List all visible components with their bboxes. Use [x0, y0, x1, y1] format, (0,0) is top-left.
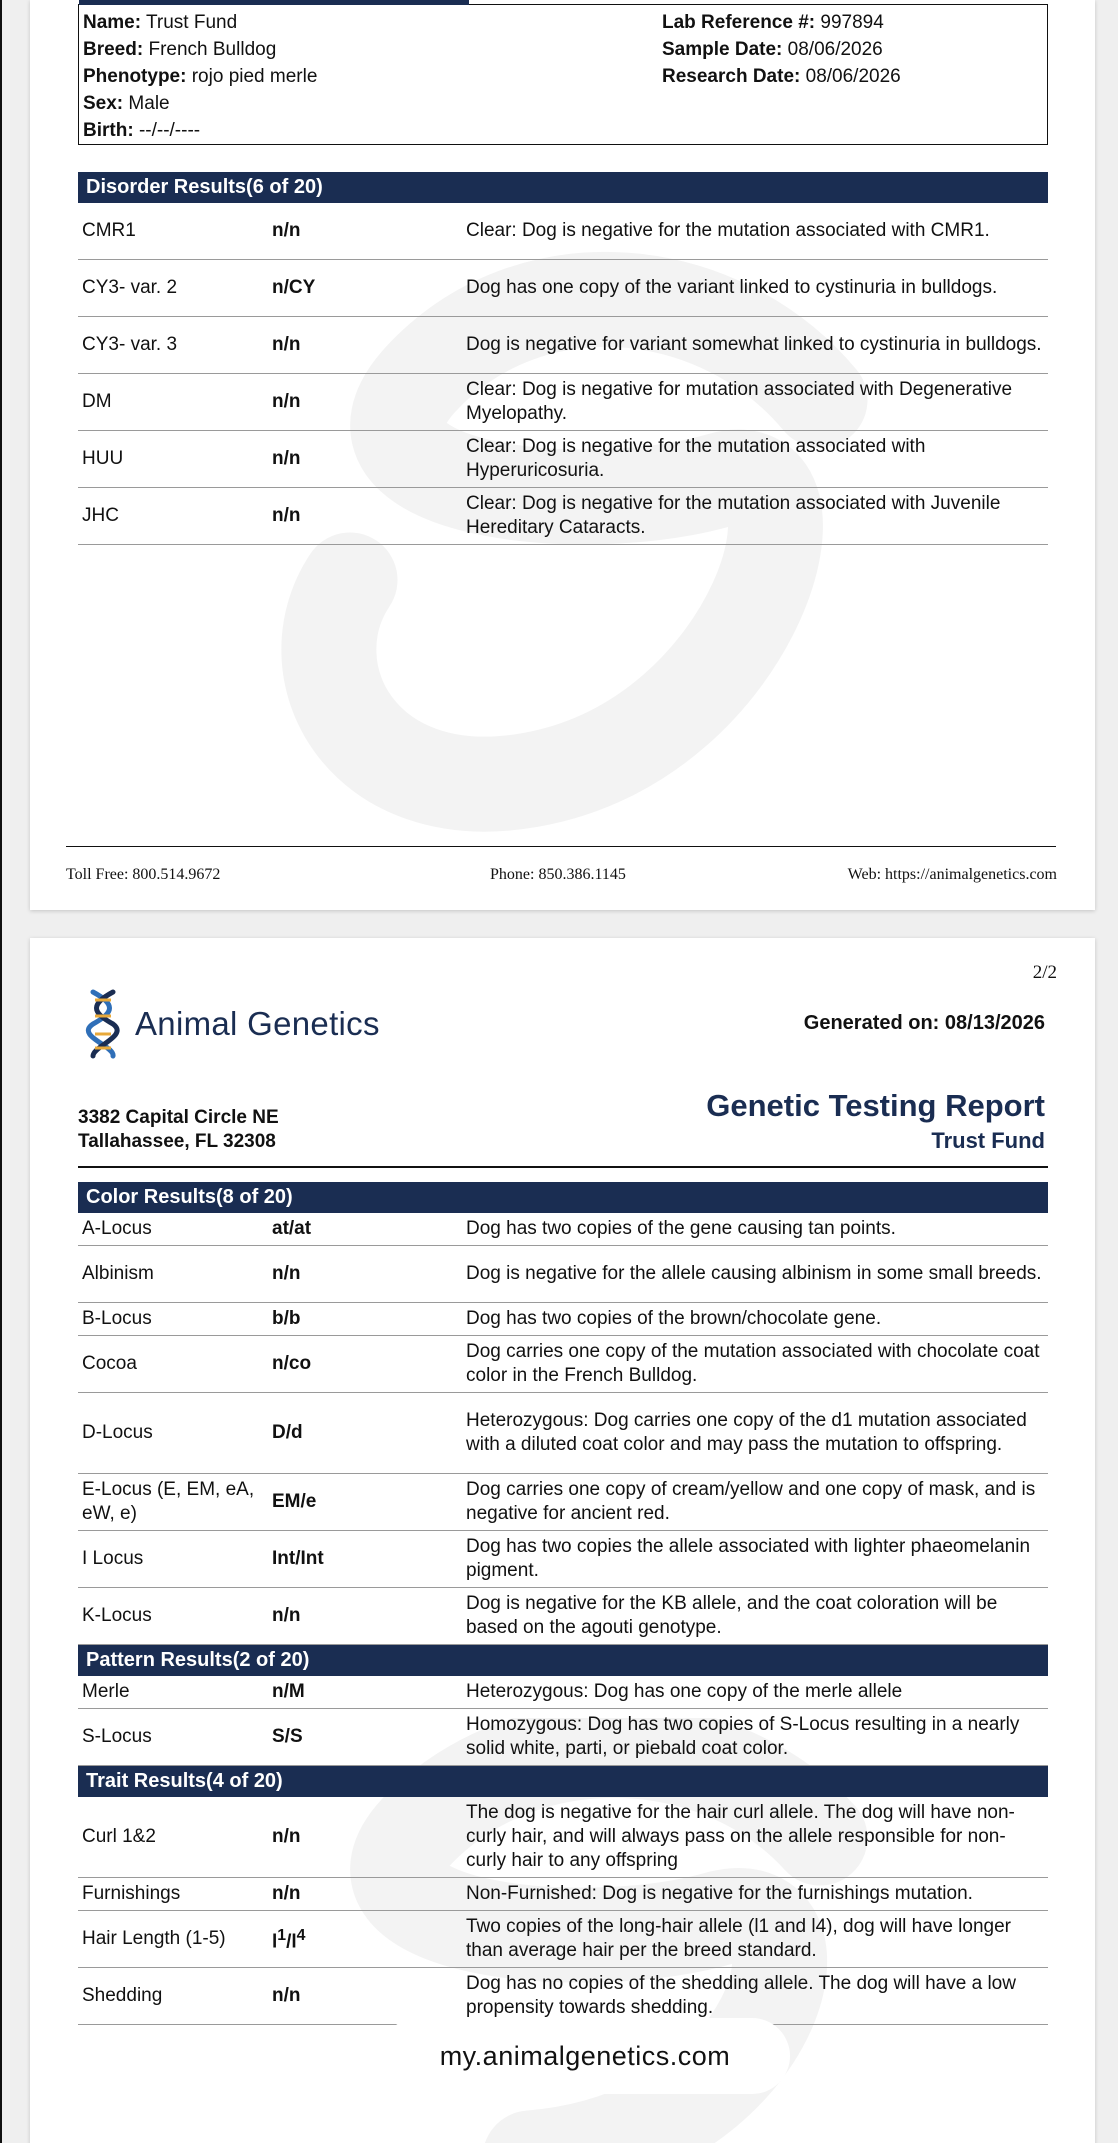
genotype: S/S — [272, 1726, 303, 1747]
allele-sep: / — [286, 1931, 292, 1953]
footer-web: Web: https://animalgenetics.com — [847, 866, 1057, 883]
info-box-header-bar — [79, 0, 469, 5]
allele-1: l — [272, 1931, 278, 1953]
brand-logo — [85, 988, 380, 1060]
color-result-row — [78, 1303, 1048, 1336]
disorder-results-table — [78, 172, 1048, 545]
genotype: n/n — [272, 1883, 301, 1904]
dog-info-box — [78, 4, 1048, 145]
footer-rule — [66, 846, 1056, 847]
result-description: Dog has no copies of the shedding allele. The dog will have a low propensity towards shedding. — [466, 1973, 1016, 2018]
genotype: n/n — [272, 1605, 301, 1626]
locus-name: A-Locus — [82, 1218, 152, 1239]
pattern-result-row — [78, 1709, 1048, 1766]
pattern-results-header: Pattern Results(2 of 20) — [78, 1645, 1048, 1676]
color-results-header: Color Results(8 of 20) — [78, 1182, 1048, 1213]
locus-name: CY3- var. 2 — [82, 277, 178, 298]
locus-name: CMR1 — [82, 220, 136, 241]
locus-name: DM — [82, 391, 112, 412]
color-result-row — [78, 1336, 1048, 1393]
locus-name: Curl 1&2 — [82, 1826, 156, 1847]
genotype: n/co — [272, 1353, 312, 1374]
address-line-2: Tallahassee, FL 32308 — [78, 1131, 276, 1152]
genotype: D/d — [272, 1422, 303, 1443]
result-description: Dog is negative for variant somewhat linked to cystinuria in bulldogs. — [466, 334, 1042, 355]
genotype: at/at — [272, 1218, 312, 1239]
genotype: Int/Int — [272, 1548, 324, 1569]
result-description: Dog has one copy of the variant linked to cystinuria in bulldogs. — [466, 277, 998, 298]
trait-result-row — [78, 1878, 1048, 1911]
genotype: n/CY — [272, 277, 316, 298]
result-description: Dog carries one copy of the mutation associated with chocolate coat color in the French Bulldog. — [466, 1341, 1040, 1386]
result-description: Dog carries one copy of cream/yellow and one copy of mask, and is negative for ancient red. — [466, 1479, 1036, 1524]
dog-birth: Birth: --/--/---- — [83, 120, 201, 141]
report-subtitle: Trust Fund — [931, 1128, 1045, 1153]
genotype: n/n — [272, 1985, 301, 2006]
color-result-row — [78, 1393, 1048, 1474]
genotype: n/n — [272, 505, 301, 526]
genotype: n/n — [272, 391, 301, 412]
title-rule — [78, 1166, 1048, 1168]
site-url-link[interactable]: my.animalgenetics.com — [380, 2018, 790, 2094]
pattern-result-row — [78, 1676, 1048, 1709]
allele-2: l — [291, 1931, 297, 1953]
result-description: Clear: Dog is negative for the mutation associated with CMR1. — [466, 220, 990, 241]
report-page-1 — [30, 0, 1095, 910]
color-result-row — [78, 1246, 1048, 1303]
result-description: Non-Furnished: Dog is negative for the furnishings mutation. — [466, 1883, 973, 1904]
result-description: Heterozygous: Dog carries one copy of the d1 mutation associated with a diluted coat color and may pass the mutation to offspring. — [466, 1410, 1027, 1455]
color-result-row — [78, 1474, 1048, 1531]
lab-address — [78, 1106, 279, 1154]
result-description: Two copies of the long-hair allele (l1 and l4), dog will have longer than average hair per the breed standard. — [466, 1916, 1011, 1961]
locus-name: E-Locus (E, EM, eA, eW, e) — [82, 1479, 255, 1524]
trait-result-row — [78, 1911, 1048, 1968]
genotype: n/n — [272, 1826, 301, 1847]
dna-helix-icon — [85, 988, 121, 1060]
locus-name: Hair Length (1-5) — [82, 1928, 226, 1949]
genotype: EM/e — [272, 1491, 317, 1512]
result-description: Dog is negative for the KB allele, and the coat coloration will be based on the agouti genotype. — [466, 1593, 998, 1638]
locus-name: Cocoa — [82, 1353, 137, 1374]
genotype: n/M — [272, 1681, 305, 1702]
page-number: 2/2 — [1032, 962, 1057, 983]
result-description: Heterozygous: Dog has one copy of the merle allele — [466, 1681, 903, 1702]
result-description: Clear: Dog is negative for mutation associated with Degenerative Myelopathy. — [466, 379, 1013, 424]
disorder-result-row — [78, 203, 1048, 260]
brand-name: Animal Genetics — [135, 1005, 380, 1042]
result-description: The dog is negative for the hair curl allele. The dog will have non-curly hair, and will always pass on the allele responsible for non-curly hair to any offspring — [466, 1802, 1015, 1871]
trait-results-header: Trait Results(4 of 20) — [78, 1766, 1048, 1797]
report-title: Genetic Testing Report — [706, 1088, 1045, 1123]
allele-1-sup: 1 — [277, 1926, 287, 1944]
sample-date: Sample Date: 08/06/2026 — [662, 39, 883, 60]
dog-breed: Breed: French Bulldog — [83, 39, 277, 60]
locus-name: JHC — [82, 505, 119, 526]
footer-toll-free: Toll Free: 800.514.9672 — [66, 866, 221, 883]
color-result-row — [78, 1213, 1048, 1246]
allele-2-sup: 4 — [296, 1926, 306, 1944]
result-description: Dog has two copies the allele associated with lighter phaeomelanin pigment. — [466, 1536, 1031, 1581]
result-description: Clear: Dog is negative for the mutation associated with Juvenile Hereditary Cataracts. — [466, 493, 1001, 538]
genotype: n/n — [272, 1263, 301, 1284]
genotype — [272, 1924, 466, 1954]
viewer-left-border — [0, 0, 2, 2143]
disorder-result-row — [78, 260, 1048, 317]
locus-name: B-Locus — [82, 1308, 152, 1329]
research-date: Research Date: 08/06/2026 — [662, 66, 901, 87]
result-description: Clear: Dog is negative for the mutation associated with Hyperuricosuria. — [466, 436, 926, 481]
disorder-result-row — [78, 488, 1048, 545]
locus-name: D-Locus — [82, 1422, 153, 1443]
dog-phenotype: Phenotype: rojo pied merle — [83, 66, 318, 87]
locus-name: S-Locus — [82, 1726, 152, 1747]
footer-phone: Phone: 850.386.1145 — [490, 866, 626, 883]
genotype: b/b — [272, 1308, 301, 1329]
locus-name: I Locus — [82, 1548, 144, 1569]
locus-name: Furnishings — [82, 1883, 181, 1904]
trait-result-row — [78, 1797, 1048, 1878]
address-line-1: 3382 Capital Circle NE — [78, 1107, 279, 1128]
disorder-result-row — [78, 431, 1048, 488]
genotype: n/n — [272, 220, 301, 241]
locus-name: CY3- var. 3 — [82, 334, 178, 355]
result-description: Dog has two copies of the gene causing tan points. — [466, 1218, 896, 1239]
disorder-results-header: Disorder Results(6 of 20) — [78, 172, 1048, 203]
color-result-row — [78, 1588, 1048, 1645]
locus-name: K-Locus — [82, 1605, 152, 1626]
locus-name: HUU — [82, 448, 124, 469]
result-description: Homozygous: Dog has two copies of S-Locus resulting in a nearly solid white, parti, or piebald coat color. — [466, 1714, 1020, 1759]
genotype: n/n — [272, 448, 301, 469]
report-page-2 — [30, 938, 1095, 2143]
lab-reference: Lab Reference #: 997894 — [662, 12, 884, 33]
locus-name: Merle — [82, 1681, 130, 1702]
dog-name: Name: Trust Fund — [83, 12, 238, 33]
trait-result-row — [78, 1968, 1048, 2025]
color-result-row — [78, 1531, 1048, 1588]
locus-name: Albinism — [82, 1263, 154, 1284]
result-description: Dog is negative for the allele causing albinism in some small breeds. — [466, 1263, 1042, 1284]
disorder-result-row — [78, 317, 1048, 374]
color-results-table — [78, 1182, 1048, 2025]
generated-date: Generated on: 08/13/2026 — [803, 1012, 1045, 1034]
result-description: Dog has two copies of the brown/chocolate gene. — [466, 1308, 882, 1329]
disorder-result-row — [78, 374, 1048, 431]
locus-name: Shedding — [82, 1985, 163, 2006]
genotype: n/n — [272, 334, 301, 355]
dog-sex: Sex: Male — [83, 93, 170, 114]
